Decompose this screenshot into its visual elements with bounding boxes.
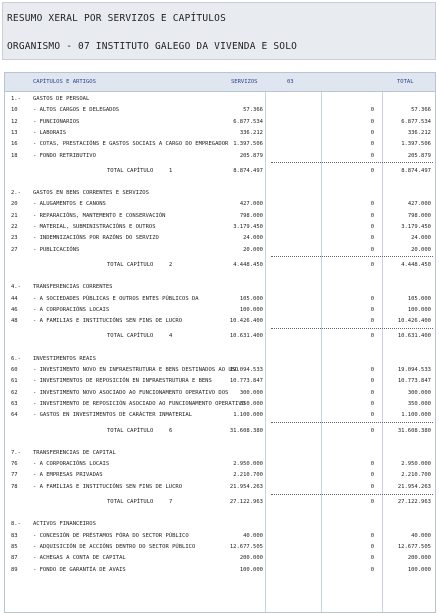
total-column-03-value: 0	[370, 333, 374, 340]
table-row	[5, 117, 435, 127]
table-row	[5, 470, 435, 480]
chapter-code: 2.-	[11, 190, 21, 197]
total-capitulo-label: TOTAL CAPÍTULO	[107, 427, 154, 434]
total-capitulo-number: 6	[169, 427, 173, 434]
column-03-value: 0	[370, 378, 374, 385]
total-value: 10.773.847	[397, 378, 431, 385]
chapter-name: ACTIVOS FINANCEIROS	[33, 521, 96, 528]
article-description: - INVESTIMENTO DE REPOSICIÓN ASOCIADO AO FUNCIONAMENTO OPERATIVO	[33, 400, 245, 407]
article-description: - INVESTIMENTO NOVO ASOCIADO AO FUNCIONAMENTO OPERATIVO DOS	[33, 389, 229, 396]
servizos-value: 6.877.534	[233, 118, 263, 125]
total-value: 20.000	[411, 246, 431, 253]
column-03-value: 0	[370, 129, 374, 136]
column-03-value: 0	[370, 412, 374, 419]
total-capitulo-label: TOTAL CAPÍTULO	[107, 167, 154, 174]
article-code: 61	[11, 378, 18, 385]
chapter-code: 8.-	[11, 521, 21, 528]
total-value: 10.426.400	[397, 318, 431, 325]
article-description: - A CORPORACIÓNS LOCAIS	[33, 306, 110, 313]
total-total-value: 4.448.450	[401, 261, 431, 268]
total-servizos-value: 4.448.450	[233, 261, 263, 268]
servizos-value: 20.000	[243, 246, 263, 253]
total-capitulo-label: TOTAL CAPÍTULO	[107, 499, 154, 505]
column-03-value: 0	[370, 118, 374, 125]
header-capitulos: CAPÍTULOS E ARTIGOS	[33, 79, 96, 85]
chapter-heading-row	[5, 519, 435, 529]
total-value: 798.000	[407, 212, 431, 219]
report-header	[2, 2, 436, 60]
total-column-03-value: 0	[370, 167, 374, 174]
article-code: 64	[11, 412, 18, 419]
article-code: 87	[11, 555, 18, 562]
chapter-heading-row	[5, 282, 435, 292]
servizos-value: 1.100.000	[233, 412, 263, 419]
servizos-value: 19.094.533	[229, 367, 263, 373]
article-description: - INVESTIMENTOS DE REPOSICIÓN EN INFRAESTRUTURA E BENS	[33, 378, 212, 385]
column-03-value: 0	[370, 306, 374, 313]
column-03-value: 0	[370, 532, 374, 539]
column-03-value: 0	[370, 367, 374, 373]
article-code: 16	[11, 141, 18, 148]
table-row	[5, 365, 435, 375]
total-servizos-value: 8.874.497	[233, 167, 263, 174]
servizos-value: 3.179.450	[233, 224, 263, 230]
total-total-value: 31.608.380	[397, 427, 431, 434]
servizos-value: 2.210.700	[233, 472, 263, 479]
chapter-total-row	[5, 497, 435, 507]
total-value: 2.210.700	[401, 472, 431, 479]
article-description: - COTAS, PRESTACIÓNS E GASTOS SOCIAIS A CARGO DO EMPREGADOR	[33, 141, 229, 148]
article-code: 60	[11, 367, 18, 373]
article-description: - ALTOS CARGOS E DELEGADOS	[33, 107, 120, 114]
table-row	[5, 459, 435, 469]
table-row	[5, 294, 435, 304]
servizos-value: 21.954.263	[229, 483, 263, 490]
total-capitulo-label: TOTAL CAPÍTULO	[107, 261, 154, 268]
article-code: 18	[11, 152, 18, 159]
article-code: 12	[11, 118, 18, 125]
servizos-value: 336.212	[239, 129, 263, 136]
chapter-code: 7.-	[11, 449, 21, 456]
article-code: 63	[11, 400, 18, 407]
total-column-03-value: 0	[370, 427, 374, 434]
column-03-value: 0	[370, 483, 374, 490]
total-capitulo-number: 2	[169, 261, 173, 268]
servizos-value: 40.000	[243, 532, 263, 539]
total-capitulo-label: TOTAL CAPÍTULO	[107, 333, 154, 340]
header-total: TOTAL	[397, 79, 414, 85]
servizos-value: 300.000	[239, 389, 263, 396]
article-code: 21	[11, 212, 18, 219]
total-value: 100.000	[407, 566, 431, 573]
column-03-value: 0	[370, 472, 374, 479]
article-description: - ADQUISICIÓN DE ACCIÓNS DENTRO DO SECTOR PÚBLICO	[33, 543, 196, 550]
table-row	[5, 316, 435, 326]
total-separator-line	[271, 494, 433, 495]
article-description: - REPARACIÓNS, MANTEMENTO E CONSERVACIÓN	[33, 212, 166, 219]
article-description: - INDEMNIZACIÓNS POR RAZÓNS DO SERVIZO	[33, 235, 159, 242]
servizos-value: 57.366	[243, 107, 263, 114]
total-column-03-value: 0	[370, 499, 374, 505]
total-servizos-value: 31.608.380	[229, 427, 263, 434]
total-value: 300.000	[407, 389, 431, 396]
total-value: 21.954.263	[397, 483, 431, 490]
total-value: 57.366	[411, 107, 431, 114]
article-code: 23	[11, 235, 18, 242]
chapter-name: TRANSFERENCIAS CORRENTES	[33, 284, 113, 291]
article-description: - ACHEGAS A CONTA DE CAPITAL	[33, 555, 126, 562]
column-03-value: 0	[370, 224, 374, 230]
header-03: 03	[287, 79, 294, 85]
table-row	[5, 553, 435, 563]
article-description: - A SOCIEDADES PÚBLICAS E OUTROS ENTES PÚBLICOS DA	[33, 295, 199, 302]
column-03-value: 0	[370, 389, 374, 396]
total-value: 200.000	[407, 555, 431, 562]
servizos-value: 10.426.400	[229, 318, 263, 325]
total-total-value: 10.631.400	[397, 333, 431, 340]
chapter-name: GASTOS EN BENS CORRENTES E SERVIZOS	[33, 190, 149, 197]
article-code: 77	[11, 472, 18, 479]
article-code: 27	[11, 246, 18, 253]
table-row	[5, 482, 435, 492]
total-servizos-value: 10.631.400	[229, 333, 263, 340]
article-code: 44	[11, 295, 18, 302]
total-value: 24.000	[411, 235, 431, 242]
servizos-value: 100.000	[239, 566, 263, 573]
table-row	[5, 139, 435, 149]
table-row	[5, 410, 435, 420]
column-03-value: 0	[370, 201, 374, 208]
total-value: 1.100.000	[401, 412, 431, 419]
article-description: - CONCESIÓN DE PRÉSTAMOS FÓRA DO SECTOR PÚBLICO	[33, 532, 189, 539]
servizos-value: 205.879	[239, 152, 263, 159]
table-row	[5, 151, 435, 161]
article-description: - A EMPRESAS PRIVADAS	[33, 472, 103, 479]
column-03-value: 0	[370, 318, 374, 325]
total-value: 336.212	[407, 129, 431, 136]
column-03-value: 0	[370, 141, 374, 148]
column-03-value: 0	[370, 461, 374, 468]
total-value: 2.950.000	[401, 461, 431, 468]
servizos-value: 12.677.505	[229, 543, 263, 550]
article-code: 76	[11, 461, 18, 468]
table-row	[5, 388, 435, 398]
total-value: 105.000	[407, 295, 431, 302]
table-row	[5, 128, 435, 138]
total-value: 1.397.506	[401, 141, 431, 148]
table-header	[5, 73, 435, 92]
article-code: 46	[11, 306, 18, 313]
table-row	[5, 565, 435, 575]
article-code: 10	[11, 107, 18, 114]
article-description: - MATERIAL, SUBMINISTRACIÓNS E OUTROS	[33, 224, 156, 230]
header-servizos: SERVIZOS	[231, 79, 258, 85]
column-03-value: 0	[370, 246, 374, 253]
total-value: 100.000	[407, 306, 431, 313]
total-separator-line	[271, 422, 433, 423]
total-separator-line	[271, 162, 433, 163]
table-row	[5, 222, 435, 232]
summary-table	[4, 72, 436, 613]
column-03-value: 0	[370, 295, 374, 302]
servizos-value: 100.000	[239, 306, 263, 313]
table-row	[5, 105, 435, 115]
article-description: - FONDO RETRIBUTIVO	[33, 152, 96, 159]
chapter-code: 4.-	[11, 284, 21, 291]
total-value: 6.877.534	[401, 118, 431, 125]
servizos-value: 798.000	[239, 212, 263, 219]
servizos-value: 2.950.000	[233, 461, 263, 468]
article-description: - ALUGAMENTOS E CANONS	[33, 201, 106, 208]
table-row	[5, 305, 435, 315]
chapter-name: GASTOS DE PERSOAL	[33, 96, 90, 102]
table-row	[5, 399, 435, 409]
article-code: 85	[11, 543, 18, 550]
table-row	[5, 245, 435, 255]
organism-title: ORGANISMO - 07 INSTITUTO GALEGO DA VIVENDA E SOLO	[7, 41, 298, 52]
total-capitulo-number: 1	[169, 167, 173, 174]
total-value: 19.094.533	[397, 367, 431, 373]
servizos-value: 24.000	[243, 235, 263, 242]
chapter-total-row	[5, 166, 435, 176]
total-column-03-value: 0	[370, 261, 374, 268]
servizos-value: 1.397.506	[233, 141, 263, 148]
chapter-name: INVESTIMENTOS REAIS	[33, 355, 96, 362]
article-description: - FONDO DE GARANTÍA DE AVAIS	[33, 566, 126, 573]
table-row	[5, 531, 435, 541]
total-separator-line	[271, 256, 433, 257]
column-03-value: 0	[370, 152, 374, 159]
total-servizos-value: 27.122.963	[229, 499, 263, 505]
total-value: 12.677.505	[397, 543, 431, 550]
total-separator-line	[271, 328, 433, 329]
chapter-total-row	[5, 260, 435, 270]
servizos-value: 200.000	[239, 555, 263, 562]
table-row	[5, 233, 435, 243]
column-03-value: 0	[370, 400, 374, 407]
chapter-total-row	[5, 426, 435, 436]
table-row	[5, 542, 435, 552]
chapter-total-row	[5, 331, 435, 341]
article-code: 20	[11, 201, 18, 208]
article-code: 62	[11, 389, 18, 396]
servizos-value: 10.773.847	[229, 378, 263, 385]
article-description: - INVESTIMENTO NOVO EN INFRAESTRUTURA E BENS DESTINADOS AO USO	[33, 367, 239, 373]
total-value: 205.879	[407, 152, 431, 159]
column-03-value: 0	[370, 543, 374, 550]
total-value: 40.000	[411, 532, 431, 539]
total-total-value: 8.874.497	[401, 167, 431, 174]
chapter-code: 6.-	[11, 355, 21, 362]
total-value: 3.179.450	[401, 224, 431, 230]
article-description: - A CORPORACIÓNS LOCAIS	[33, 461, 110, 468]
chapter-heading-row	[5, 354, 435, 364]
article-code: 83	[11, 532, 18, 539]
column-03-value: 0	[370, 235, 374, 242]
total-value: 427.000	[407, 201, 431, 208]
article-description: - A FAMILIAS E INSTITUCIÓNS SEN FINS DE LUCRO	[33, 483, 183, 490]
chapter-heading-row	[5, 448, 435, 458]
column-03-value: 0	[370, 107, 374, 114]
article-code: 48	[11, 318, 18, 325]
article-description: - LABORAIS	[33, 129, 67, 136]
article-code: 22	[11, 224, 18, 230]
chapter-code: 1.-	[11, 96, 21, 102]
column-03-value: 0	[370, 212, 374, 219]
table-row	[5, 211, 435, 221]
total-total-value: 27.122.963	[397, 499, 431, 505]
article-description: - A FAMILIAS E INSTITUCIÓNS SEN FINS DE LUCRO	[33, 318, 183, 325]
chapter-heading-row	[5, 94, 435, 104]
table-row	[5, 376, 435, 386]
column-03-value: 0	[370, 555, 374, 562]
chapter-heading-row	[5, 188, 435, 198]
servizos-value: 350.000	[239, 400, 263, 407]
article-code: 78	[11, 483, 18, 490]
article-description: - FUNCIONARIOS	[33, 118, 80, 125]
chapter-name: TRANSFERENCIAS DE CAPITAL	[33, 449, 116, 456]
column-03-value: 0	[370, 566, 374, 573]
total-capitulo-number: 7	[169, 499, 173, 505]
article-code: 89	[11, 566, 18, 573]
article-code: 13	[11, 129, 18, 136]
article-description: - GASTOS EN INVESTIMENTOS DE CARÁCTER INMATERIAL	[33, 412, 192, 419]
servizos-value: 427.000	[239, 201, 263, 208]
article-description: - PUBLICACIÓNS	[33, 246, 80, 253]
servizos-value: 105.000	[239, 295, 263, 302]
total-capitulo-number: 4	[169, 333, 173, 340]
report-title: RESUMO XERAL POR SERVIZOS E CAPÍTULOS	[7, 13, 227, 24]
total-value: 350.000	[407, 400, 431, 407]
table-row	[5, 199, 435, 209]
